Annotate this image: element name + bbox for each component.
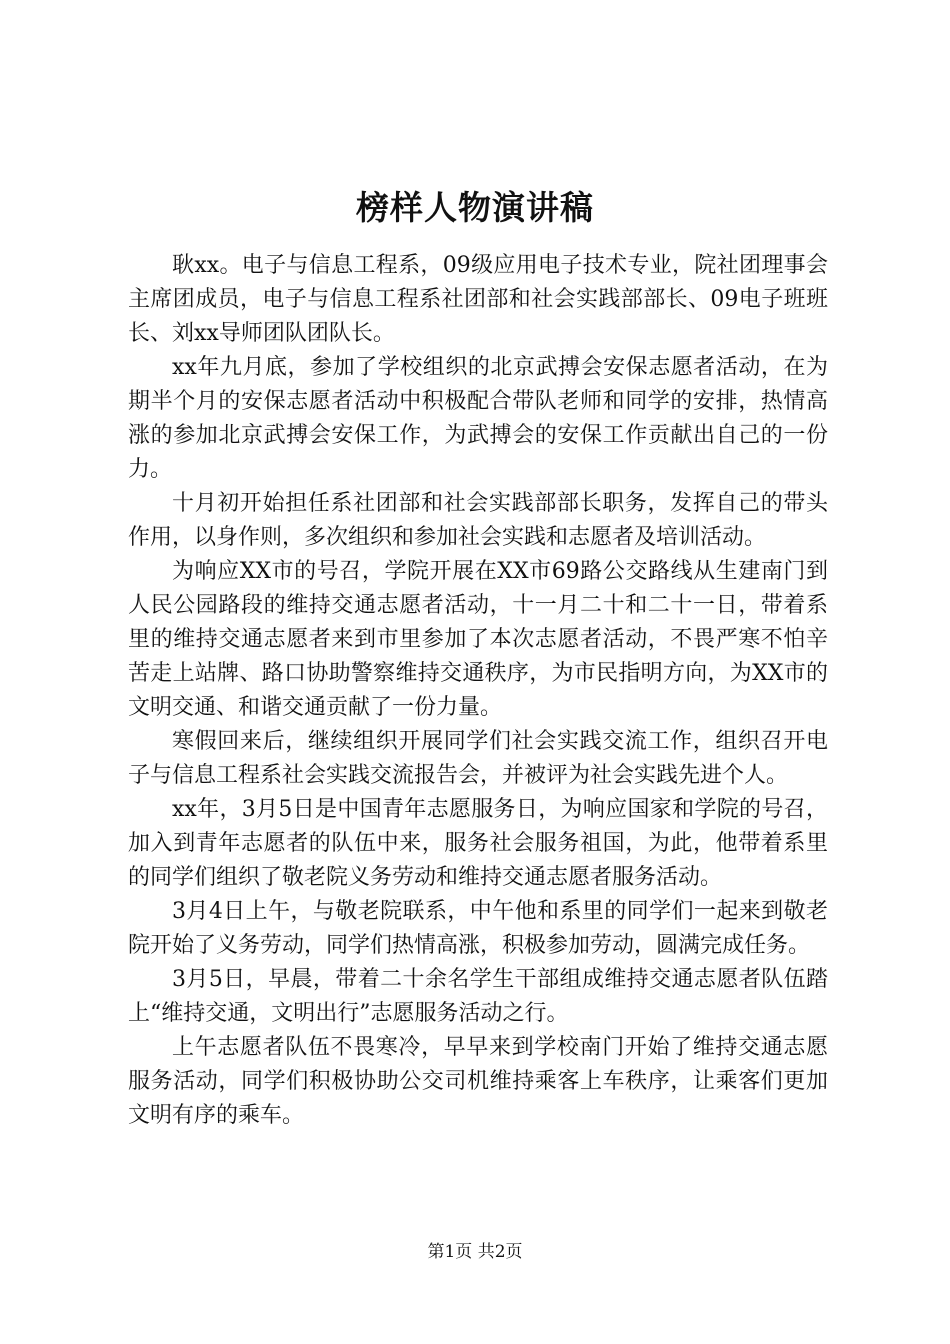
page-number-footer: 第1页 共2页 — [427, 1242, 523, 1262]
paragraph-2: xx年九月底，参加了学校组织的北京武搏会安保志愿者活动，在为期半个月的安保志愿者活动中积极配合带队老师和同学的安排，热情高涨的参加北京武搏会安保工作，为武搏会的安保工作贡献出自己的一份力。 — [128, 355, 828, 482]
paragraph-5: 寒假回来后，继续组织开展同学们社会实践交流工作，组织召开电子与信息工程系社会实践交流报告会，并被评为社会实践先进个人。 — [128, 729, 828, 788]
paragraph-6: xx年，3月5日是中国青年志愿服务日，为响应国家和学院的号召，加入到青年志愿者的队伍中来，服务社会服务祖国，为此，他带着系里的同学们组织了敬老院义务劳动和维持交通志愿者服务活动。 — [128, 797, 828, 890]
paragraph-8: 3月5日，早晨，带着二十余名学生干部组成维持交通志愿者队伍踏上“维持交通，文明出行”志愿服务活动之行。 — [128, 967, 828, 1026]
paragraph-9: 上午志愿者队伍不畏寒冷，早早来到学校南门开始了维持交通志愿服务活动，同学们积极协助公交司机维持乘客上车秩序，让乘客们更加文明有序的乘车。 — [128, 1035, 828, 1128]
paragraph-3: 十月初开始担任系社团部和社会实践部部长职务，发挥自己的带头作用，以身作则，多次组织和参加社会实践和志愿者及培训活动。 — [128, 491, 828, 550]
document-title: 榜样人物演讲稿 — [356, 188, 594, 227]
paragraph-1: 耿xx。电子与信息工程系，09级应用电子技术专业，院社团理事会主席团成员，电子与信息工程系社团部和社会实践部部长、09电子班班长、刘xx导师团队团队长。 — [128, 253, 828, 346]
paragraph-7: 3月4日上午，与敬老院联系，中午他和系里的同学们一起来到敬老院开始了义务劳动，同学们热情高涨，积极参加劳动，圆满完成任务。 — [128, 899, 828, 958]
document-body — [128, 249, 828, 1133]
paragraph-4: 为响应XX市的号召，学院开展在XX市69路公交路线从生建南门到人民公园路段的维持交通志愿者活动，十一月二十和二十一日，带着系里的维持交通志愿者来到市里参加了本次志愿者活动，不畏严寒不怕辛苦走上站牌、路口协助警察维持交通秩序，为市民指明方向，为XX市的文明交通、和谐交通贡献了一份力量。 — [128, 559, 828, 720]
